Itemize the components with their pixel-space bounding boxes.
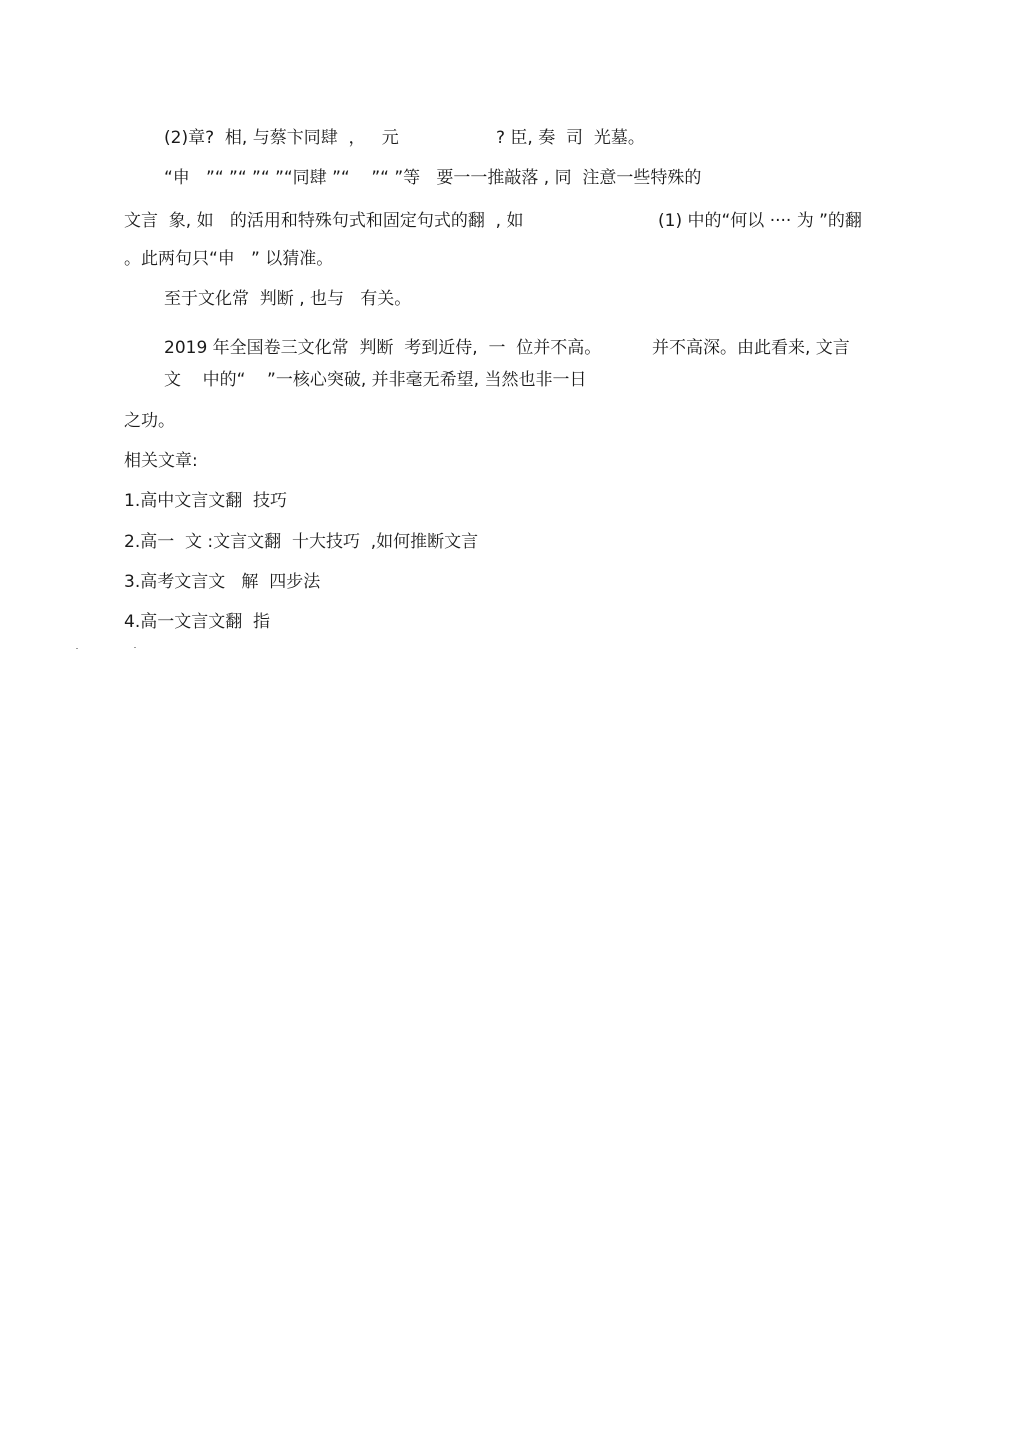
paragraph-line: 。此两句只“申 ” 以猜准。 <box>124 249 334 269</box>
paragraph-line: 文 中的“ ”一核心突破, 并非毫无希望, 当然也非一日 <box>164 370 587 390</box>
related-article-link[interactable]: 2.高一 文 :文言文翻 十大技巧 ,如何推断文言 <box>124 532 479 552</box>
related-article-link[interactable]: 1.高中文言文翻 技巧 <box>124 491 288 511</box>
paragraph-line: “申 ”“ ”“ ”“ ”“同肆 ”“ ”“ ”等 要一一推敲落 , 同 注意一些特殊的 <box>164 168 702 188</box>
paragraph-line: 之功。 <box>124 411 175 431</box>
related-article-link[interactable]: 4.高一文言文翻 指 <box>124 612 271 632</box>
related-articles-heading: 相关文章: <box>124 451 198 471</box>
paragraph-line: 并不高深。由此看来, 文言 <box>652 338 850 358</box>
scan-speck <box>134 647 136 648</box>
paragraph-line: (1) 中的“何以 ···· 为 ”的翻 <box>658 211 862 231</box>
related-article-link[interactable]: 3.高考文言文 解 四步法 <box>124 572 321 592</box>
scan-speck <box>76 648 78 649</box>
paragraph-line: 2019 年全国卷三文化常 判断 考到近侍, 一 位并不高。 <box>164 338 602 358</box>
paragraph-line: 文言 象, 如 的活用和特殊句式和固定句式的翻 , 如 <box>124 211 524 231</box>
paragraph-line: (2)章? 相, 与蔡卞同肆 ， 元 ? 臣, 奏 司 光墓。 <box>164 128 645 148</box>
paragraph-line: 至于文化常 判断 , 也与 有关。 <box>164 289 412 309</box>
